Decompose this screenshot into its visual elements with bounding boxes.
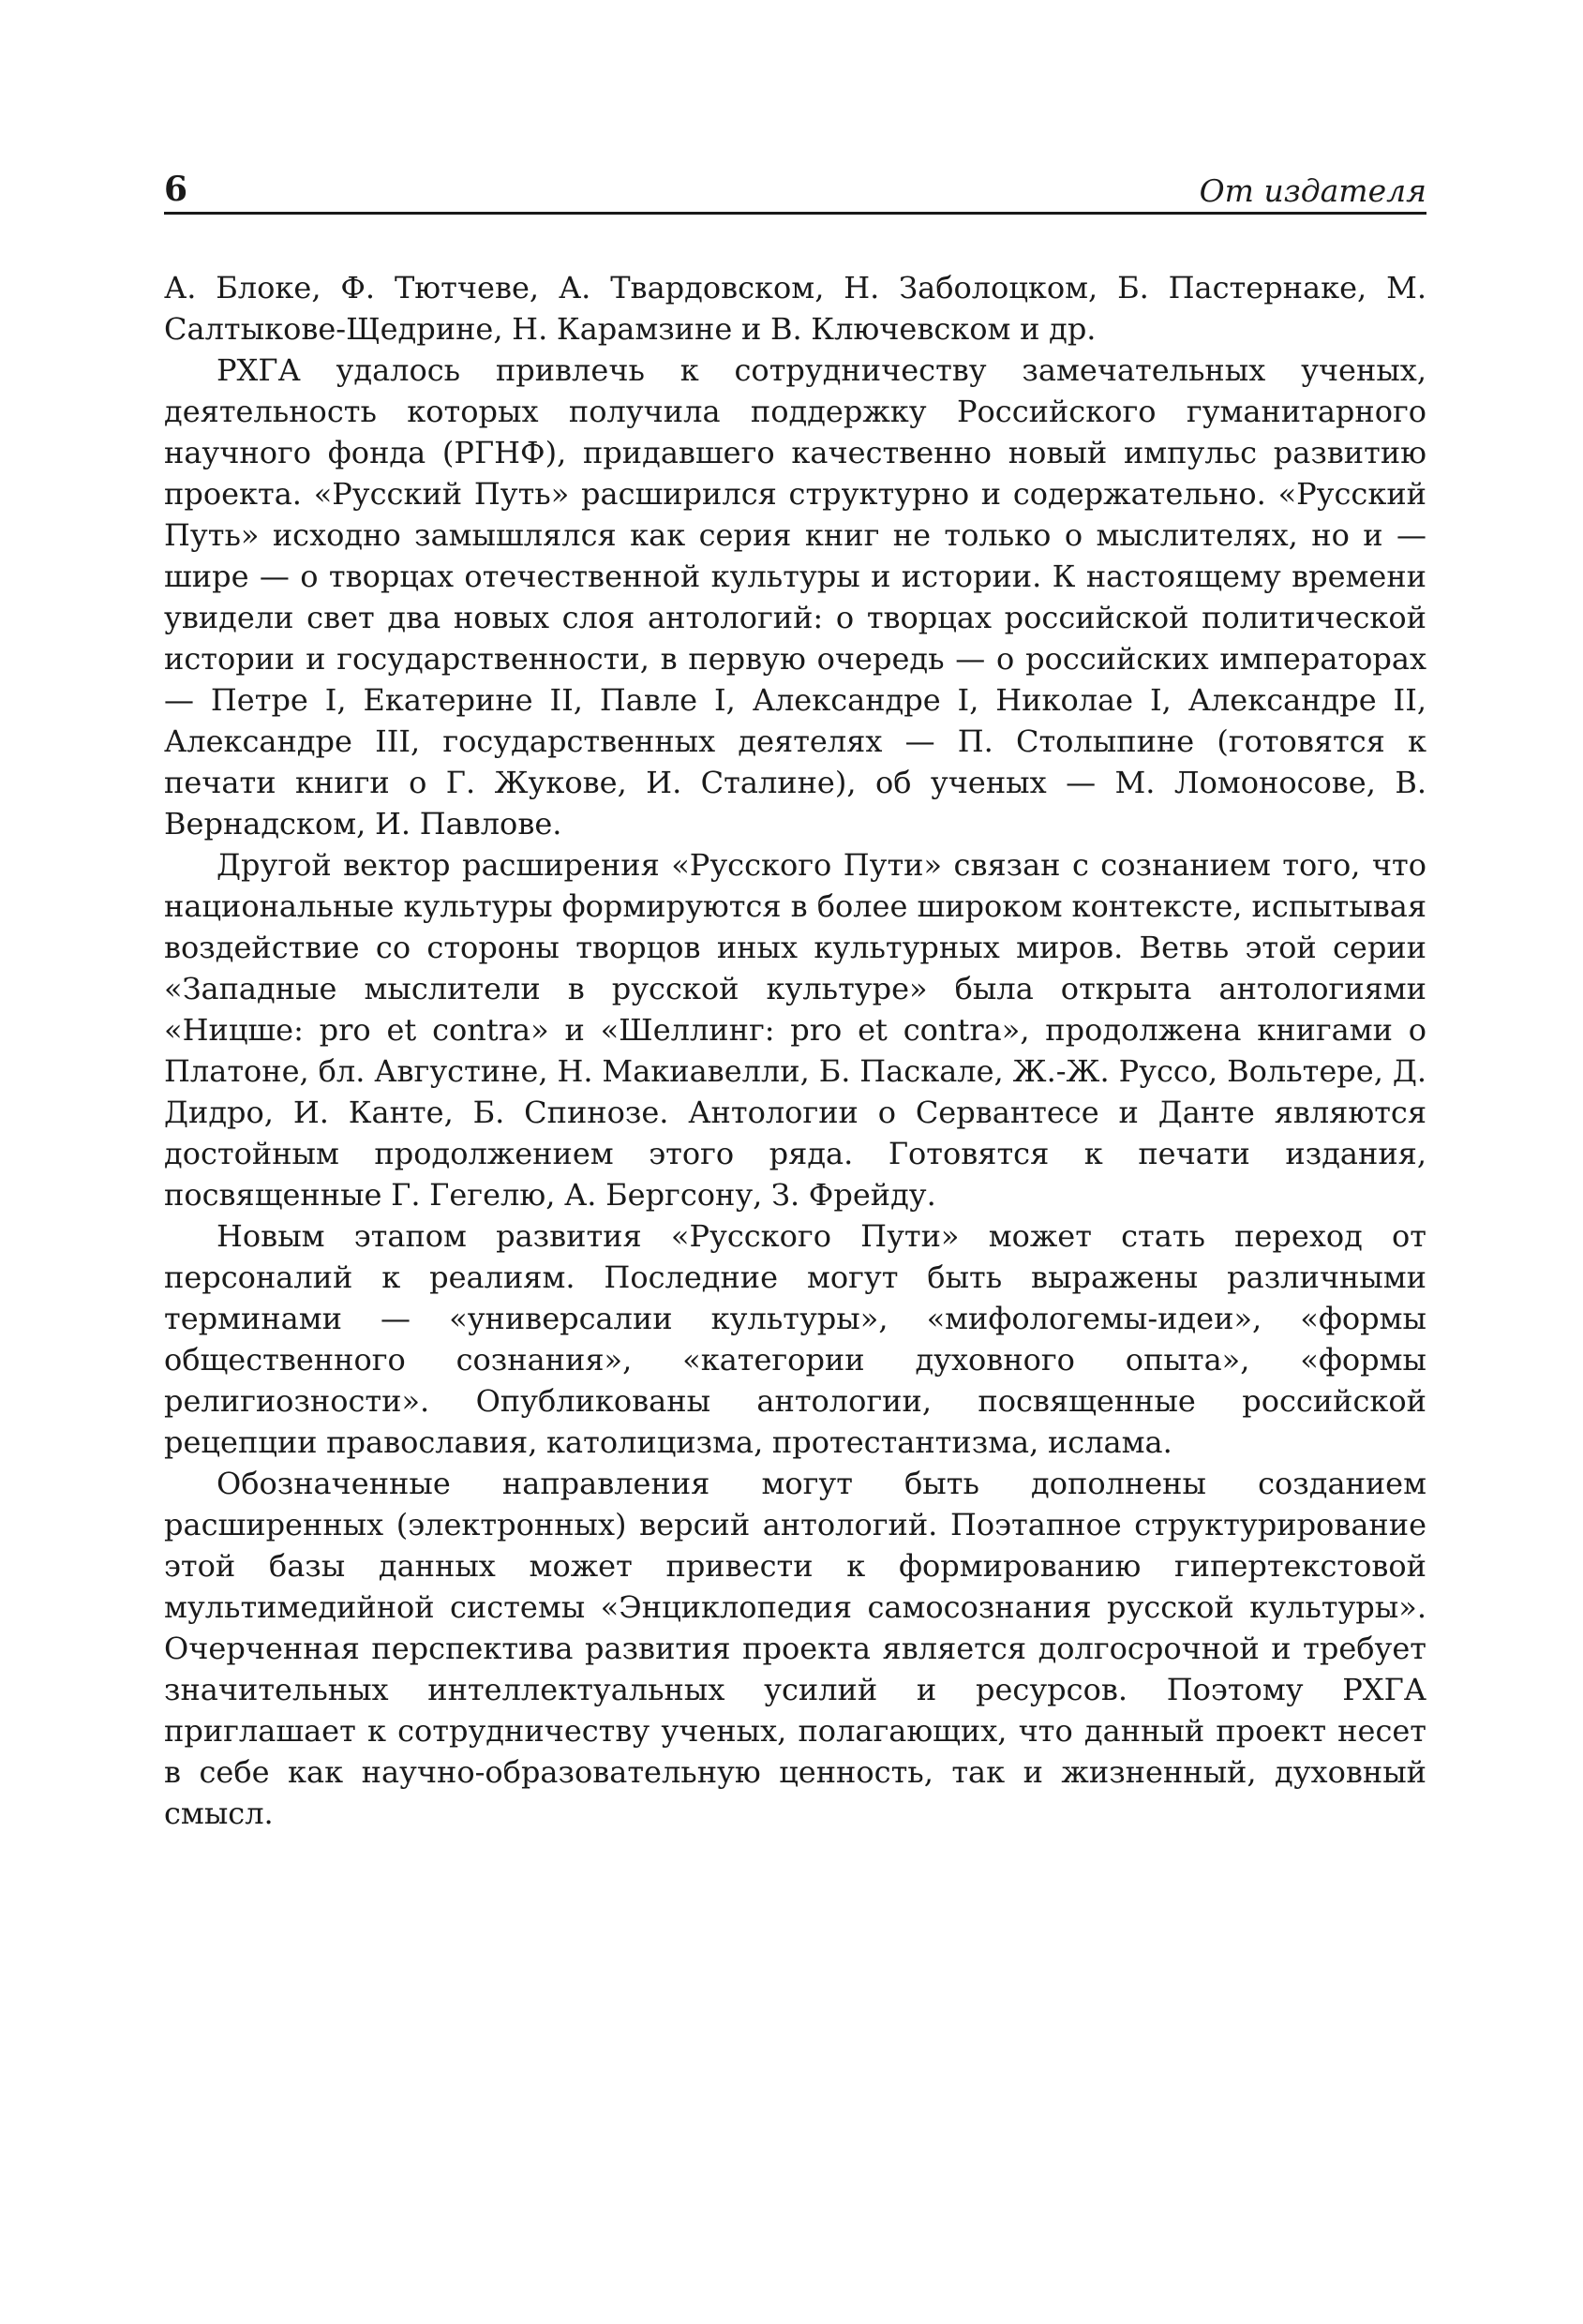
paragraph: РХГА удалось привлечь к сотрудничеству замечательных ученых, деятельность которых получила поддержку Российского гуманитарного научного фонда (РГНФ), придавшего качественно новый импульс развитию проекта. «Русский Путь» расширился структурно и содержательно. «Русский Путь» исходно замышлялся как серия книг не только о мыслителях, но и — шире — о творцах отечественной культуры и истории. К настоящему времени увидели свет два новых слоя антологий: о творцах российской политической истории и государственности, в первую очередь — о российских императорах — Петре I, Екатерине II, Павле I, Александре I, Николае I, Александре II, Александре III, государственных деятелях — П. Столыпине (готовятся к печати книги о Г. Жукове, И. Сталине), об ученых — М. Ломоносове, В. Вернадском, И. Павлове. — [164, 352, 1426, 842]
paragraph: Новым этапом развития «Русского Пути» может стать переход от персоналий к реалиям. Последние могут быть выражены различными терминами — «универсалии культуры», «мифологемы-идеи», «формы общественного сознания», «категории духовного опыта», «формы религиозности». Опубликованы антологии, посвященные российской рецепции православия, католицизма, протестантизма, ислама. — [164, 1218, 1426, 1460]
page-number: 6 — [164, 170, 188, 209]
paragraph-continuation: А. Блоке, Ф. Тютчеве, А. Твардовском, Н. Заболоцком, Б. Пастернаке, М. Салтыкове-Щедрине, Н. Карамзине и В. Ключевском и др. — [164, 270, 1426, 347]
paragraph: Другой вектор расширения «Русского Пути» связан с сознанием того, что национальные культуры формируются в более широком контексте, испытывая воздействие со стороны творцов иных культурных миров. Ветвь этой серии «Западные мыслители в русской культуре» была открыта антологиями «Ницше: pro et contra» и «Шеллинг: pro et contra», продолжена книгами о Платоне, бл. Августине, Н. Макиавелли, Б. Паскале, Ж.-Ж. Руссо, Вольтере, Д. Дидро, И. Канте, Б. Спинозе. Антологии о Сервантесе и Данте являются достойным продолжением этого ряда. Готовятся к печати издания, посвященные Г. Гегелю, А. Бергсону, З. Фрейду. — [164, 847, 1426, 1213]
paragraph: Обозначенные направления могут быть дополнены созданием расширенных (электронных) версий антологий. Поэтапное структурирование этой базы данных может привести к формированию гипертекстовой мультимедийной системы «Энциклопедия самосознания русской культуры». Очерченная перспектива развития проекта является долгосрочной и требует значительных интеллектуальных усилий и ресурсов. Поэтому РХГА приглашает к сотрудничеству ученых, полагающих, что данный проект несет в себе как научно-образовательную ценность, так и жизненный, духовный смысл. — [164, 1466, 1426, 1831]
running-title: От издателя — [1199, 172, 1426, 209]
page-header — [164, 167, 1426, 215]
body-text — [164, 267, 1426, 1834]
